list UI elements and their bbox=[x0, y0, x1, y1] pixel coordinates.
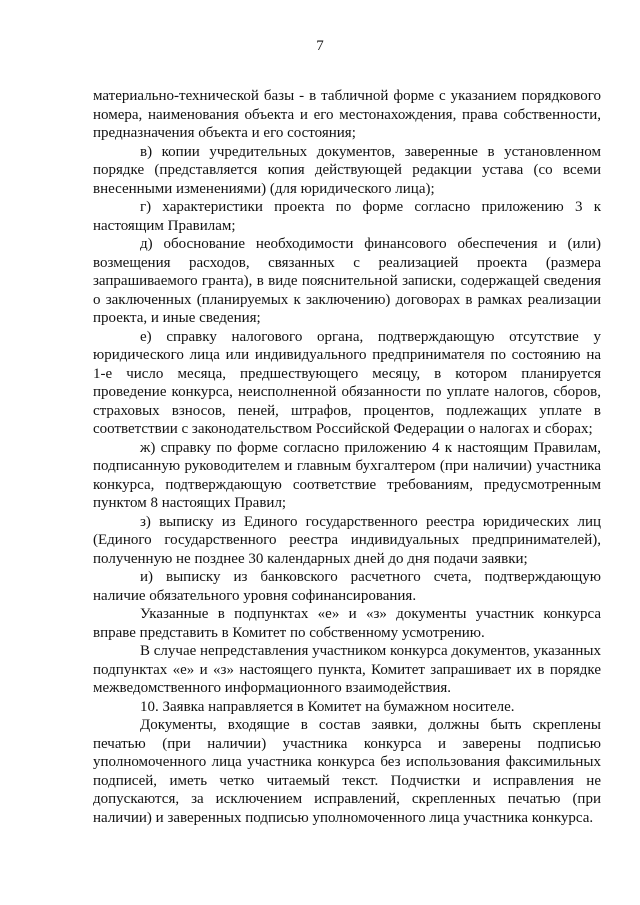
paragraph-item-i: и) выписку из банковского расчетного счета, подтверждающую наличие обязательного уровня софинансирования. bbox=[93, 569, 601, 604]
document-body bbox=[93, 87, 601, 827]
page-number: 7 bbox=[316, 38, 324, 54]
paragraph-item-zh: ж) справку по форме согласно приложению 4 к настоящим Правилам, подписанную руководителем и главным бухгалтером (при наличии) участника конкурса, подтверждающую соответствие требованиям, предусмотренным пунктом 8 настоящих Правил; bbox=[93, 439, 601, 511]
paragraph-item-g: г) характеристики проекта по форме согласно приложению 3 к настоящим Правилам; bbox=[93, 199, 601, 234]
paragraph-item-e: е) справку налогового органа, подтверждающую отсутствие у юридического лица или индивидуального предпринимателя по состоянию на 1-е число месяца, предшествующего месяцу, в котором планируется проведение конкурса, неисполненной обязанности по уплате налогов, сборов, страховых взносов, пеней, штрафов, процентов, подлежащих уплате в соответствии с законодательством Российской Федерации о налогах и сборах; bbox=[93, 328, 601, 437]
paragraph-item-d: д) обоснование необходимости финансового обеспечения и (или) возмещения расходов, связанных с реализацией проекта (размера запрашиваемого гранта), в виде пояснительной записки, содержащей сведения о заключенных (планируемых к заключению) договорах в рамках реализации проекта, и иные сведения; bbox=[93, 236, 601, 326]
paragraph-document-requirements: Документы, входящие в состав заявки, должны быть скреплены печатью (при наличии) участника конкурса и заверены подписью уполномоченного лица участника конкурса без использования факсимильных подписей, иметь четко читаемый текст. Подчистки и исправления не допускаются, за исключением исправлений, скрепленных печатью (при наличии) и заверенных подписью уполномоченного лица участника конкурса. bbox=[93, 717, 601, 826]
paragraph-clause-10: 10. Заявка направляется в Комитет на бумажном носителе. bbox=[140, 698, 515, 715]
paragraph-interagency-request: В случае непредставления участником конкурса документов, указанных подпунктах «е» и «з» настоящего пункта, Комитет запрашивает их в порядке межведомственного информационного взаимодействия. bbox=[93, 643, 601, 696]
paragraph-optional-documents: Указанные в подпунктах «е» и «з» документы участник конкурса вправе представить в Комитет по собственному усмотрению. bbox=[93, 606, 601, 641]
paragraph-item-z: з) выписку из Единого государственного реестра юридических лиц (Единого государственного реестра индивидуальных предпринимателей), полученную не позднее 30 календарных дней до дня подачи заявки; bbox=[93, 513, 601, 567]
paragraph-material-base: материально-технической базы - в табличной форме с указанием порядкового номера, наименования объекта и его местонахождения, права собственности, предназначения объекта и его состояния; bbox=[93, 88, 601, 141]
paragraph-item-v: в) копии учредительных документов, заверенные в установленном порядке (представляется копия действующей редакции устава (со всеми внесенными изменениями) (для юридического лица); bbox=[93, 143, 601, 197]
